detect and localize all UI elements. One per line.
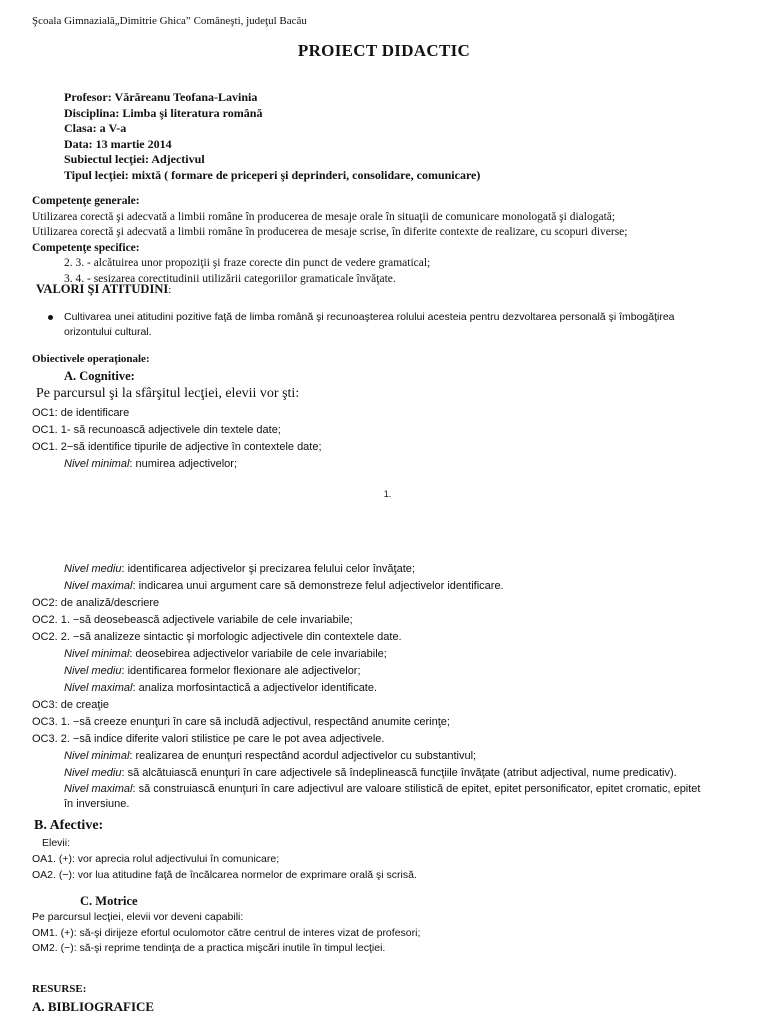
nivel-label: Nivel maximal	[64, 580, 133, 592]
nivel-text: : identificarea formelor flexionare ale adjectivelor;	[121, 665, 361, 677]
oa2-line: OA2. (−): vor lua atitudine faţă de încălcarea normelor de exprimare orală şi scrisă.	[32, 869, 417, 881]
nivel-minimal-line	[32, 456, 752, 473]
bibliografice-heading	[32, 999, 752, 1016]
cognitive-heading-text: A. Cognitive:	[64, 369, 135, 383]
valori-heading	[36, 282, 756, 298]
afective-section	[32, 835, 752, 883]
nivel-text: : deosebirea adjectivelor variabile de cele invariabile;	[129, 648, 387, 660]
afective-heading-text: B. Afective:	[34, 818, 104, 833]
resurse-heading	[32, 982, 752, 997]
obiective-heading-text: Obiectivele operaţionale:	[32, 353, 150, 365]
oc3-1-line: OC3. 1. −să creeze enunţuri în care să includă adjectivul, respectând anumite cerinţe;	[32, 716, 450, 728]
oc2-2-line: OC2. 2. −să analizeze sintactic şi morfologic adjectivele din contextele date.	[32, 631, 402, 643]
nivel-text: : numirea adjectivelor;	[129, 458, 238, 470]
bullet-icon	[48, 315, 53, 320]
oc1-section	[32, 405, 752, 473]
valori-heading-colon: :	[168, 284, 172, 296]
competenta-item: Utilizarea corectă şi adecvată a limbii române în producerea de mesaje scrise, în diferite contexte de realizare, cu scopuri diverse;	[32, 226, 628, 238]
valori-heading-text: VALORI ŞI ATITUDINI	[36, 282, 169, 296]
competente-specifice-heading: Competenţe specifice:	[32, 241, 140, 254]
nivel-minimal-line	[32, 748, 752, 765]
cognitive-heading	[64, 369, 768, 385]
oc2-oc3-section	[32, 561, 752, 812]
nivel-text: : realizarea de enunţuri respectând acordul adjectivelor cu substantivul;	[129, 750, 477, 762]
nivel-text: : să construiască enunţuri în care adjectivul are valoare stilistică de epitet, epitet personificator, epitet cromatic, epitet	[132, 783, 701, 795]
motrice-section	[32, 910, 752, 957]
page-title: PROIECT DIDACTIC	[297, 41, 471, 60]
school-header: Şcoala Gimnazială„Dimitrie Ghica” Comăneşti, judeţul Bacău	[32, 15, 307, 27]
oc1-line: OC1: de identificare	[32, 407, 130, 419]
nivel-mediu-line	[32, 561, 752, 578]
meta-line: Tipul lecţiei: mixtă ( formare de priceperi şi deprinderi, consolidare, comunicare)	[64, 167, 481, 182]
om1-line: OM1. (+): să-şi dirijeze efortul oculomotor către centrul de interes vizat de profesori;	[32, 926, 421, 939]
competenta-item: Utilizarea corectă şi adecvată a limbii române în producerea de mesaje orale în situaţii de comunicare monologată şi dialogată;	[32, 210, 616, 223]
motrice-heading-text: C. Motrice	[80, 894, 138, 908]
nivel-label: Nivel mediu	[64, 767, 122, 779]
resurse-heading-text: RESURSE:	[32, 983, 87, 995]
nivel-text: : analiza morfosintactică a adjectivelor identificate.	[132, 682, 378, 694]
lesson-meta	[64, 90, 480, 183]
competente-section	[32, 194, 752, 287]
meta-line: Subiectul lecţiei: Adjectivul	[64, 152, 205, 166]
oc2-line: OC2: de analiză/descriere	[32, 597, 160, 609]
meta-line: Clasa: a V-a	[64, 121, 127, 135]
nivel-maximal-line	[32, 578, 752, 595]
valori-text-line: Cultivarea unei atitudini pozitive faţă de limba română şi recunoaşterea rolului acesteia pentru dezvoltarea personală şi îmbogăţirea	[64, 311, 675, 323]
obiective-heading	[32, 352, 752, 367]
afective-heading	[34, 818, 754, 834]
nivel-text: : indicarea unui argument care să demonstreze felul adjectivelor identificare.	[132, 580, 504, 592]
bibliografice-heading-text: A. BIBLIOGRAFICE	[32, 999, 155, 1014]
oc3-2-line: OC3. 2. −să indice diferite valori stilistice pe care le pot avea adjectivele.	[32, 733, 385, 745]
oc1-1-line: OC1. 1- să recunoască adjectivele din textele date;	[32, 424, 281, 436]
nivel-label: Nivel maximal	[64, 783, 133, 795]
nivel-text: : să alcătuiască enunţuri în care adjectivele să îndeplinească funcţiile învăţate (atribut adjectival, nume predicativ).	[121, 767, 677, 779]
competenta-specifica-item: 3. 4. - sesizarea corectitudinii utilizării categoriilor gramaticale învăţate.	[64, 272, 396, 285]
competenta-specifica-item: 2. 3. - alcătuirea unor propoziţii şi fraze corecte din punct de vedere gramatical;	[64, 257, 431, 269]
nivel-label: Nivel maximal	[64, 682, 133, 694]
motrice-intro: Pe parcursul lecţiei, elevii vor deveni capabili:	[32, 911, 244, 923]
afective-intro: Elevii:	[42, 837, 71, 849]
nivel-label: Nivel minimal	[64, 750, 130, 762]
nivel-text: : identificarea adjectivelor şi precizarea felului celor învăţate;	[121, 563, 415, 575]
nivel-maximal-line	[32, 680, 752, 697]
page-number: 1.	[383, 489, 392, 499]
om2-line: OM2. (−): să-şi reprime tendinţa de a practica mişcări inutile în timpul lecţiei.	[32, 942, 386, 954]
nivel-minimal-line	[32, 646, 752, 663]
list-item	[32, 310, 768, 340]
valori-text-line: orizontului cultural.	[64, 326, 152, 338]
nivel-label: Nivel minimal	[64, 648, 130, 660]
nivel-maximal-continuation: în inversiune.	[64, 798, 130, 810]
oc3-line: OC3: de creaţie	[32, 699, 110, 711]
oc2-1-line: OC2. 1. −să deosebească adjectivele variabile de cele invariabile;	[32, 614, 353, 626]
nivel-mediu-line	[32, 663, 752, 680]
oa1-line: OA1. (+): vor aprecia rolul adjectivului în comunicare;	[32, 853, 280, 865]
nivel-mediu-line	[32, 765, 752, 782]
competente-generale-heading: Competenţe generale:	[32, 195, 140, 207]
valori-bullet-list	[32, 310, 768, 340]
oc1-2-line: OC1. 2−să identifice tipurile de adjective în contextele date;	[32, 441, 322, 453]
nivel-label: Nivel mediu	[64, 563, 122, 575]
meta-line: Disciplina: Limba şi literatura română	[64, 105, 263, 120]
meta-line: Data: 13 martie 2014	[64, 136, 172, 151]
nivel-maximal-line	[32, 782, 752, 797]
nivel-label: Nivel minimal	[64, 458, 130, 470]
motrice-heading	[80, 894, 768, 910]
cognitive-intro: Pe parcursul şi la sfârşitul lecţiei, elevii vor şti:	[36, 386, 300, 401]
meta-line: Profesor: Vărăreanu Teofana-Lavinia	[64, 90, 258, 104]
nivel-label: Nivel mediu	[64, 665, 122, 677]
